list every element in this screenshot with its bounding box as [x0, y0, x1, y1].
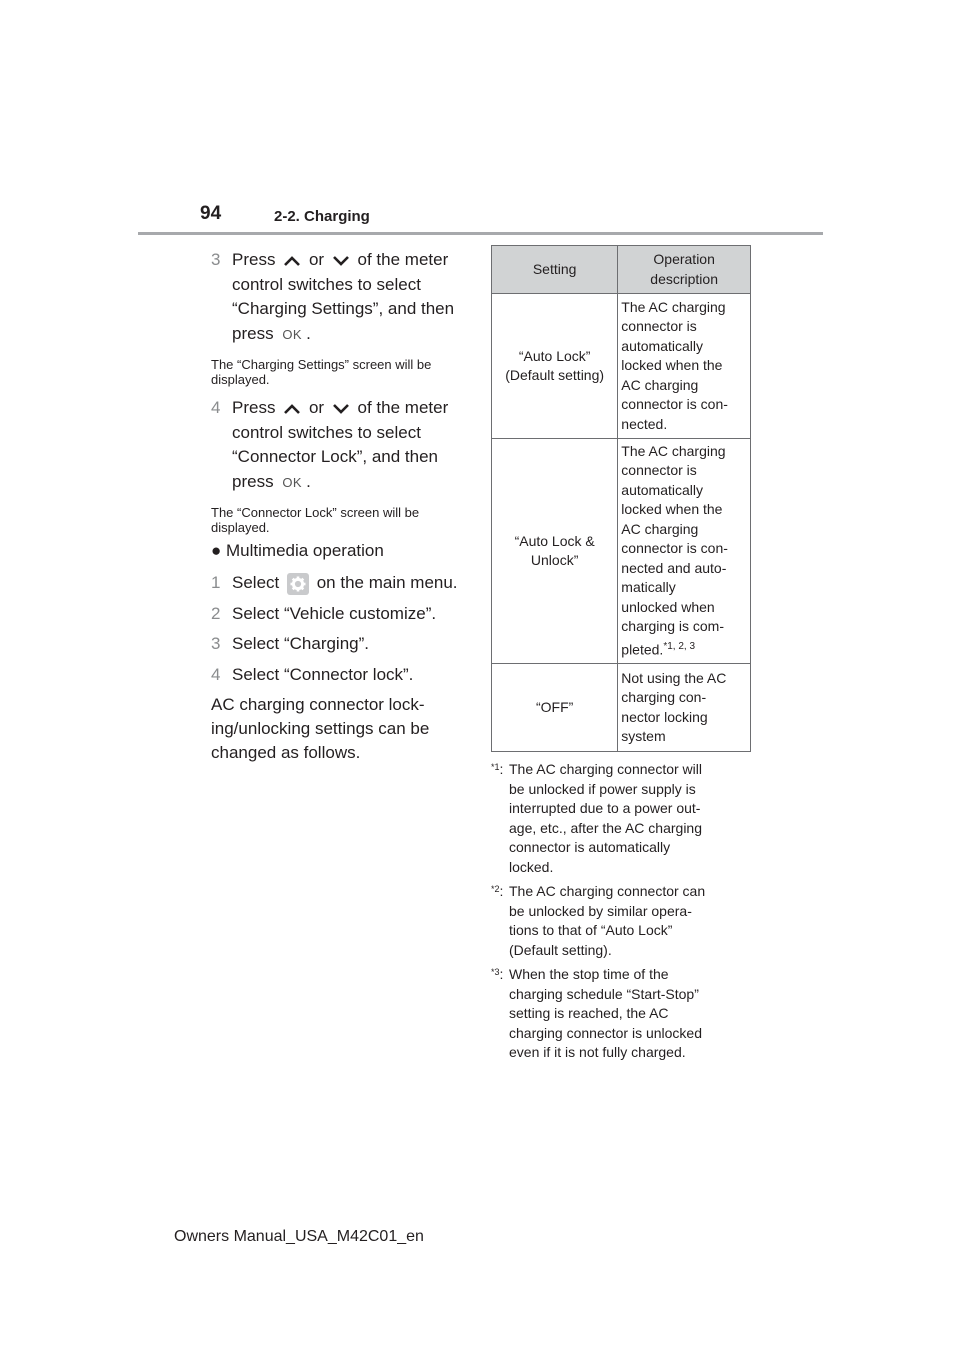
section-title: 2-2. Charging — [274, 208, 370, 225]
bullet-icon: ● — [211, 541, 222, 560]
footnote-mark: *2 — [491, 884, 500, 894]
header-rule — [138, 232, 823, 235]
step-text: press — [232, 323, 274, 343]
step-text: control switches to select — [232, 422, 421, 442]
footer-manual-id: Owners Manual_USA_M42C01_en — [174, 1228, 424, 1245]
header-operation-description: Operation description — [618, 246, 751, 294]
step-3-meter — [211, 248, 473, 347]
mm-step-2 — [211, 602, 473, 627]
step-number: 3 — [211, 250, 221, 269]
table-row — [492, 439, 751, 664]
description-cell: The AC charging connector is automatically locked when the AC charging connector is con- nected. — [618, 294, 751, 439]
step-text: press — [232, 471, 274, 491]
table-row — [492, 664, 751, 752]
footnote-mark: *1 — [491, 762, 500, 772]
step-text: . — [306, 323, 311, 343]
note-charging-settings: The “Charging Settings” screen will be displayed. — [211, 357, 432, 387]
settings-paragraph: AC charging connector lock- ing/unlocking settings can be changed as follows. — [211, 695, 430, 762]
step-text: Select “Vehicle customize”. — [232, 603, 437, 623]
step-number: 2 — [211, 603, 221, 623]
step-text: Press — [232, 398, 276, 417]
settings-gear-icon — [287, 573, 309, 595]
left-column — [211, 248, 473, 765]
description-cell: Not using the AC charging con- nector locking system — [618, 664, 751, 752]
step-text: of the meter — [357, 250, 449, 269]
step-text: Select — [232, 573, 280, 592]
footnote-mark: *3 — [491, 967, 500, 977]
setting-cell: “OFF” — [492, 664, 618, 752]
step-number: 4 — [211, 664, 221, 684]
step-number: 1 — [211, 573, 221, 592]
ok-button-icon: OK — [282, 474, 303, 490]
settings-table — [491, 245, 751, 752]
page-number: 94 — [200, 203, 222, 224]
chevron-down-icon — [329, 253, 353, 269]
description-cell: The AC charging connector is automatically locked when the AC charging connector is con- nected and auto- matically unlocked when charging is com- pleted.$^{*1, 2, 3}$ — [618, 439, 751, 664]
footnotes — [491, 760, 753, 1068]
step-text: on the main menu. — [316, 573, 458, 592]
step-4-meter — [211, 396, 473, 495]
ok-button-icon: OK — [282, 326, 303, 342]
step-text: or — [308, 250, 325, 269]
step-number: 4 — [211, 398, 221, 417]
footnote-reference: *1, 2, 3 — [663, 640, 696, 652]
mm-step-4 — [211, 663, 473, 688]
setting-cell: “Auto Lock & Unlock” — [492, 439, 618, 664]
step-text: . — [306, 471, 311, 491]
step-number: 3 — [211, 634, 221, 653]
note-connector-lock: The “Connector Lock” screen will be displayed. — [211, 505, 420, 535]
step-text: control switches to select — [232, 274, 421, 294]
step-text: Press — [232, 250, 276, 269]
header-setting: Setting — [492, 246, 618, 294]
step-text: Select “Connector lock”. — [232, 664, 414, 684]
footnote: $^{*2}$: The AC charging connector can be unlocked by similar opera- tions to that of “Auto Lock” (Default setting). — [491, 883, 706, 958]
mm-step-1 — [211, 571, 473, 596]
chevron-up-icon — [280, 401, 304, 417]
step-text: Select “Charging”. — [232, 634, 370, 653]
setting-cell: “Auto Lock” (Default setting) — [492, 294, 618, 439]
step-text: “Charging Settings”, and then — [232, 299, 455, 318]
step-text: or — [308, 398, 325, 417]
step-text: of the meter — [357, 398, 449, 417]
table-row — [492, 294, 751, 439]
step-text: “Connector Lock”, and then — [232, 447, 439, 466]
mm-step-3 — [211, 632, 473, 657]
chevron-up-icon — [280, 253, 304, 269]
multimedia-heading: ● Multimedia operation — [211, 541, 384, 560]
table-header-row — [492, 246, 751, 294]
footnote: $^{*3}$: When the stop time of the charging schedule “Start-Stop” setting is reached, the AC charging connector is unlocked even if it is not fully charged. — [491, 966, 703, 1060]
chevron-down-icon — [329, 401, 353, 417]
footnote: $^{*1}$: The AC charging connector will be unlocked if power supply is interrupted due to a power out- age, etc., after the AC charging connector is automatically locked. — [491, 761, 703, 875]
